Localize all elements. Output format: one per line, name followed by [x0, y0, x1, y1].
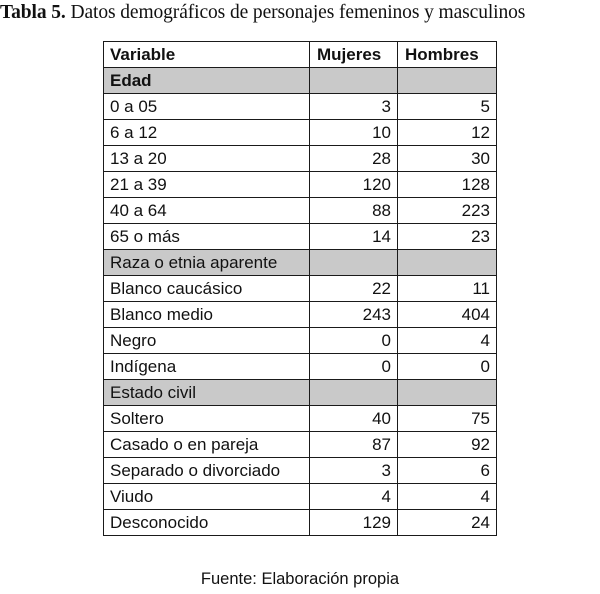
row-mujeres: 129 [310, 510, 398, 536]
row-variable: Separado o divorciado [104, 458, 310, 484]
row-hombres: 0 [398, 354, 497, 380]
header-mujeres: Mujeres [310, 42, 398, 68]
row-variable: 65 o más [104, 224, 310, 250]
row-mujeres: 28 [310, 146, 398, 172]
row-hombres: 4 [398, 328, 497, 354]
row-hombres: 223 [398, 198, 497, 224]
table-row [104, 484, 497, 510]
section-row [104, 380, 497, 406]
row-mujeres: 3 [310, 94, 398, 120]
table-row [104, 120, 497, 146]
demographics-table [103, 41, 497, 536]
row-variable: Indígena [104, 354, 310, 380]
row-mujeres: 0 [310, 354, 398, 380]
table-row [104, 302, 497, 328]
source-note: Fuente: Elaboración propia [200, 570, 400, 588]
row-mujeres: 4 [310, 484, 398, 510]
table-row [104, 458, 497, 484]
table-caption [0, 2, 600, 24]
header-hombres: Hombres [398, 42, 497, 68]
table-row [104, 276, 497, 302]
row-mujeres: 87 [310, 432, 398, 458]
section-empty-cell [310, 250, 398, 276]
row-variable: Desconocido [104, 510, 310, 536]
row-hombres: 12 [398, 120, 497, 146]
row-hombres: 11 [398, 276, 497, 302]
table-row [104, 328, 497, 354]
section-empty-cell [398, 68, 497, 94]
row-mujeres: 14 [310, 224, 398, 250]
caption-text: Datos demográficos de personajes femeninos y masculinos [70, 2, 526, 23]
row-hombres: 404 [398, 302, 497, 328]
row-variable: 6 a 12 [104, 120, 310, 146]
section-row [104, 68, 497, 94]
row-variable: 13 a 20 [104, 146, 310, 172]
row-mujeres: 88 [310, 198, 398, 224]
table-row [104, 146, 497, 172]
row-variable: 40 a 64 [104, 198, 310, 224]
row-variable: Soltero [104, 406, 310, 432]
table-row [104, 432, 497, 458]
row-mujeres: 40 [310, 406, 398, 432]
row-variable: 21 a 39 [104, 172, 310, 198]
section-title: Raza o etnia aparente [104, 250, 310, 276]
row-variable: Negro [104, 328, 310, 354]
section-empty-cell [310, 380, 398, 406]
table-body [104, 68, 497, 536]
table-row [104, 94, 497, 120]
row-hombres: 30 [398, 146, 497, 172]
table-row [104, 354, 497, 380]
row-mujeres: 243 [310, 302, 398, 328]
row-variable: Blanco medio [104, 302, 310, 328]
header-variable: Variable [104, 42, 310, 68]
table-row [104, 172, 497, 198]
header-row [104, 42, 497, 68]
caption-label: Tabla 5. [0, 2, 66, 23]
section-title: Edad [104, 68, 310, 94]
row-hombres: 23 [398, 224, 497, 250]
section-title: Estado civil [104, 380, 310, 406]
row-hombres: 6 [398, 458, 497, 484]
section-row [104, 250, 497, 276]
row-mujeres: 0 [310, 328, 398, 354]
row-hombres: 4 [398, 484, 497, 510]
row-hombres: 128 [398, 172, 497, 198]
row-hombres: 5 [398, 94, 497, 120]
section-empty-cell [310, 68, 398, 94]
row-hombres: 24 [398, 510, 497, 536]
row-mujeres: 3 [310, 458, 398, 484]
row-variable: Viudo [104, 484, 310, 510]
row-hombres: 75 [398, 406, 497, 432]
row-variable: Casado o en pareja [104, 432, 310, 458]
table-row [104, 224, 497, 250]
row-mujeres: 120 [310, 172, 398, 198]
section-empty-cell [398, 250, 497, 276]
section-empty-cell [398, 380, 497, 406]
table-row [104, 406, 497, 432]
table-row [104, 198, 497, 224]
row-variable: 0 a 05 [104, 94, 310, 120]
row-mujeres: 10 [310, 120, 398, 146]
row-mujeres: 22 [310, 276, 398, 302]
row-variable: Blanco caucásico [104, 276, 310, 302]
row-hombres: 92 [398, 432, 497, 458]
table-row [104, 510, 497, 536]
